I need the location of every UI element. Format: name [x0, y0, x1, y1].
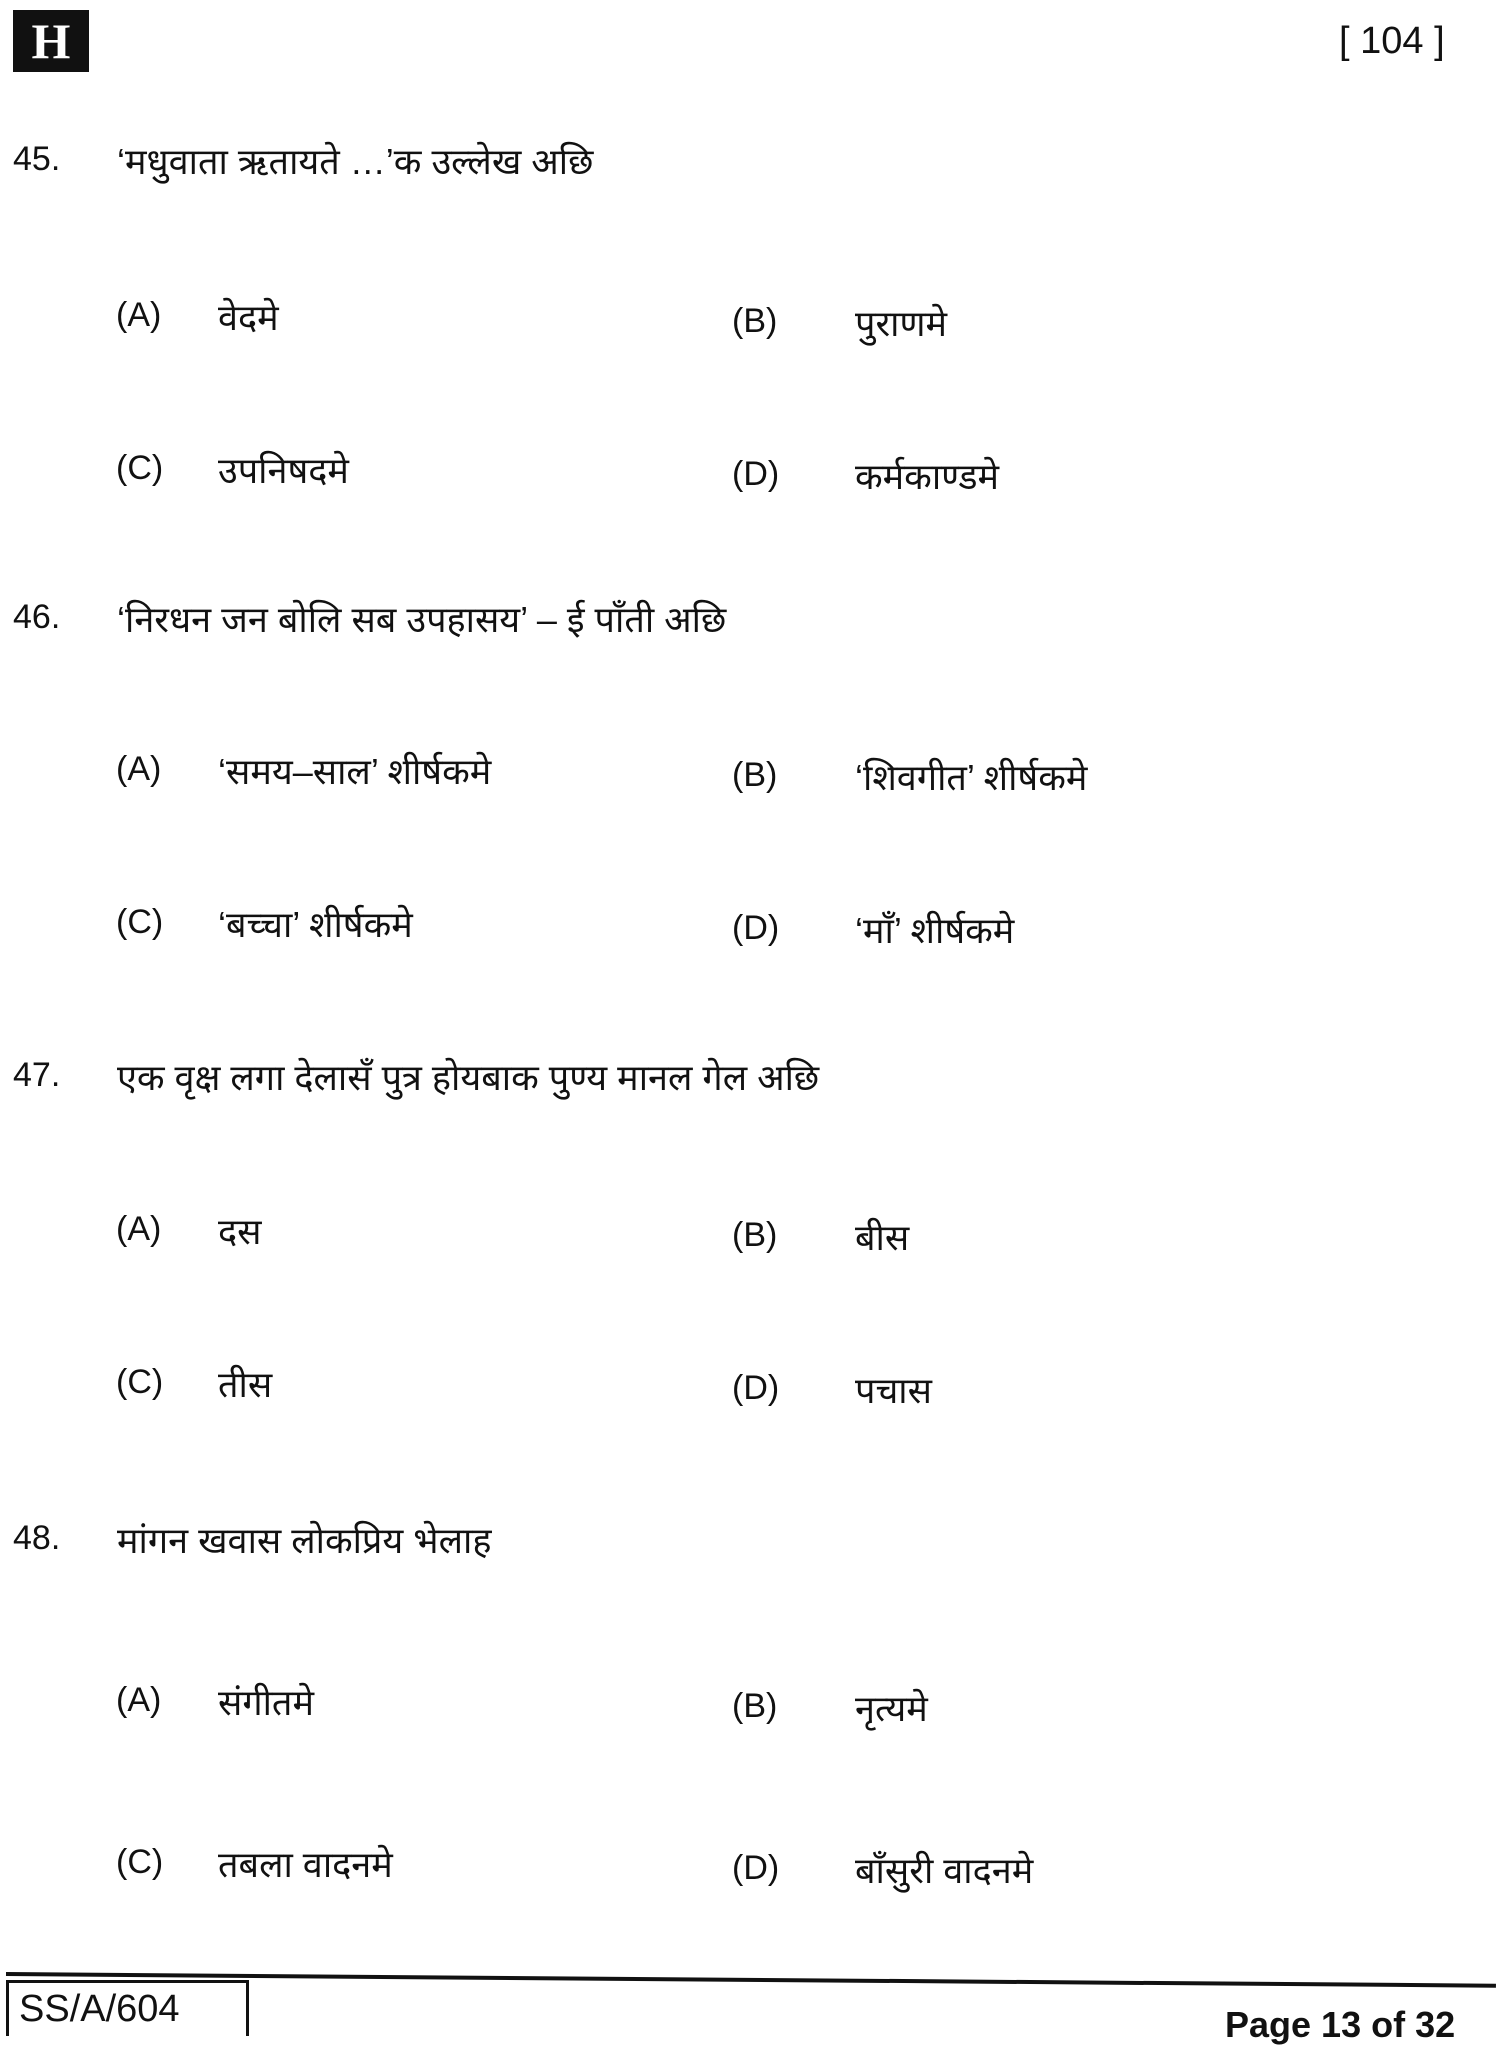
set-badge: H — [13, 10, 89, 72]
question-number: 45. — [13, 140, 61, 178]
paper-code: [ 104 ] — [1339, 20, 1445, 62]
option-text: बाँसुरी वादनमे — [855, 1850, 1034, 1891]
option-label: (A) — [116, 1681, 162, 1719]
option-text: बीस — [855, 1217, 910, 1258]
option-text: उपनिषदमे — [218, 450, 349, 491]
option-text: वेदमे — [218, 297, 279, 338]
option-label: (A) — [116, 296, 162, 334]
question-text: ‘मधुवाता ऋतायते …’क उल्लेख अछि — [117, 141, 594, 182]
option-label: (D) — [732, 1849, 780, 1887]
question-number: 46. — [13, 598, 61, 636]
option-label: (B) — [732, 756, 778, 794]
footer-code: SS/A/604 — [6, 1980, 249, 2036]
question-number: 48. — [13, 1519, 61, 1557]
option-text: ‘समय–साल’ शीर्षकमे — [218, 751, 492, 792]
option-label: (C) — [116, 903, 164, 941]
option-label: (D) — [732, 1369, 780, 1407]
page-number: Page 13 of 32 — [1225, 2004, 1456, 2045]
option-label: (C) — [116, 1363, 164, 1401]
option-text: ‘बच्चा’ शीर्षकमे — [218, 904, 413, 945]
option-label: (A) — [116, 750, 162, 788]
option-text: तीस — [218, 1364, 273, 1405]
question-number: 47. — [13, 1056, 61, 1094]
option-text: दस — [218, 1211, 262, 1252]
option-label: (C) — [116, 449, 164, 487]
option-label: (B) — [732, 1216, 778, 1254]
question-text: ‘निरधन जन बोलि सब उपहासय’ – ई पाँती अछि — [117, 599, 727, 640]
option-label: (D) — [732, 909, 780, 947]
option-label: (D) — [732, 455, 780, 493]
option-text: संगीतमे — [218, 1682, 314, 1723]
option-text: ‘माँ’ शीर्षकमे — [855, 910, 1015, 951]
option-text: कर्मकाण्डमे — [855, 456, 1000, 497]
option-label: (B) — [732, 302, 778, 340]
option-label: (A) — [116, 1210, 162, 1248]
option-text: पचास — [855, 1370, 932, 1411]
option-text: ‘शिवगीत’ शीर्षकमे — [855, 757, 1088, 798]
question-text: मांगन खवास लोकप्रिय भेलाह — [117, 1520, 492, 1561]
option-text: तबला वादनमे — [218, 1844, 393, 1885]
option-text: नृत्यमे — [855, 1688, 928, 1729]
option-label: (C) — [116, 1843, 164, 1881]
option-text: पुराणमे — [855, 303, 948, 344]
question-text: एक वृक्ष लगा देलासँ पुत्र होयबाक पुण्य मानल गेल अछि — [117, 1057, 820, 1098]
option-label: (B) — [732, 1687, 778, 1725]
